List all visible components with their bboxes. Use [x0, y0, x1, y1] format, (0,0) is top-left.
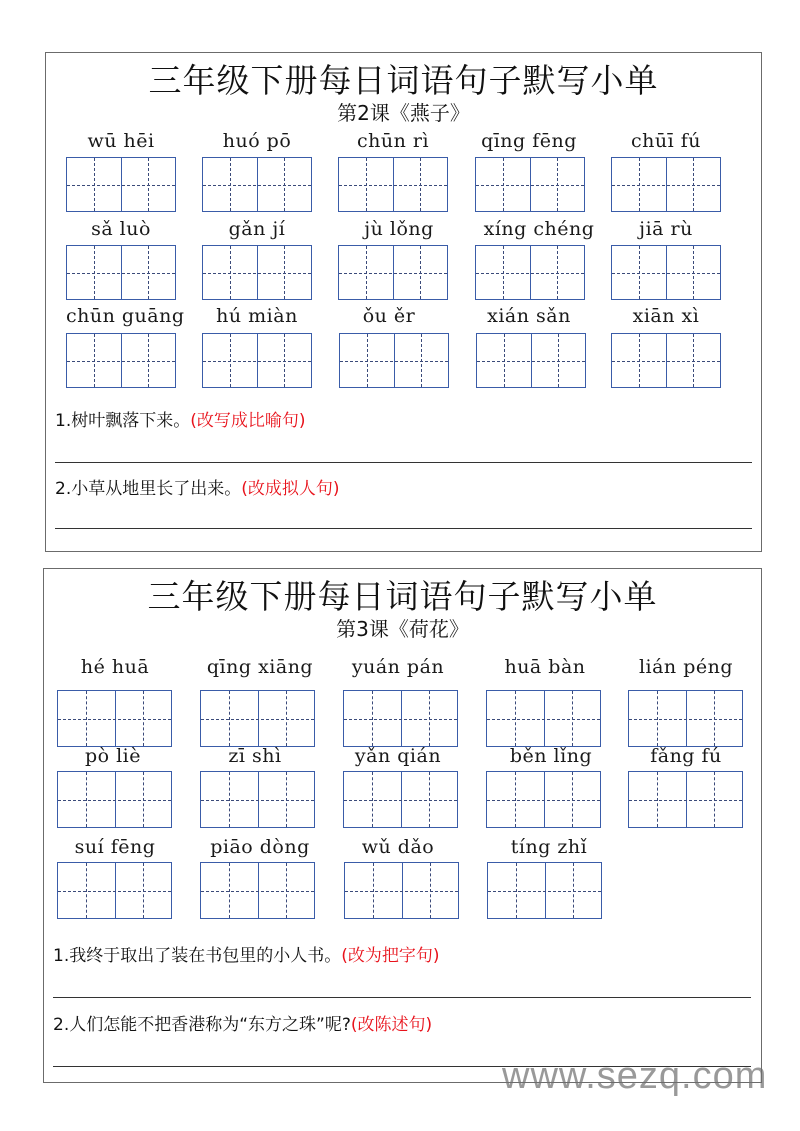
- writing-grid[interactable]: [202, 333, 312, 388]
- pinyin-label: wǔ dǎo: [361, 836, 435, 858]
- answer-line[interactable]: [55, 528, 752, 529]
- pinyin-label: běn lǐng: [509, 745, 593, 767]
- writing-grid[interactable]: [57, 862, 172, 919]
- pinyin-label: pò liè: [84, 745, 142, 767]
- pinyin-label: ǒu ěr: [362, 305, 416, 327]
- sentence-text: 1.我终于取出了装在书包里的小人书。: [53, 946, 342, 966]
- sentence-text: 2.小草从地里长了出来。: [55, 479, 242, 499]
- pinyin-label: fǎng fú: [650, 745, 722, 767]
- pinyin-label: suí fēng: [74, 836, 156, 858]
- pinyin-label: xiān xì: [632, 305, 700, 327]
- sentence-text: 2.人们怎能不把香港称为“东方之珠”呢?: [53, 1015, 351, 1035]
- writing-grid[interactable]: [66, 245, 176, 300]
- writing-grid[interactable]: [628, 771, 743, 828]
- sentence-prompt: [55, 406, 306, 431]
- writing-grid[interactable]: [339, 333, 449, 388]
- sentence-prompt: [53, 1010, 432, 1035]
- sentence-prompt: [55, 474, 340, 499]
- writing-grid[interactable]: [200, 771, 315, 828]
- writing-grid[interactable]: [487, 862, 602, 919]
- pinyin-label: yǎn qián: [354, 745, 442, 767]
- writing-grid[interactable]: [202, 157, 312, 212]
- pinyin-label: piāo dòng: [210, 836, 310, 858]
- writing-grid[interactable]: [344, 862, 459, 919]
- pinyin-label: tíng zhǐ: [510, 836, 588, 858]
- writing-grid[interactable]: [57, 690, 172, 747]
- writing-grid[interactable]: [611, 245, 721, 300]
- lesson-title: 第2课《燕子》: [337, 101, 470, 125]
- pinyin-label: chūī fú: [631, 130, 701, 152]
- watermark: www.sezq.com: [502, 1055, 768, 1097]
- writing-grid[interactable]: [486, 690, 601, 747]
- worksheet-title: 三年级下册每日词语句子默写小单: [148, 61, 659, 100]
- writing-grid[interactable]: [200, 862, 315, 919]
- pinyin-label: yuán pán: [351, 656, 445, 678]
- writing-grid[interactable]: [57, 771, 172, 828]
- writing-grid[interactable]: [475, 157, 585, 212]
- worksheet-title: 三年级下册每日词语句子默写小单: [147, 577, 658, 616]
- writing-grid[interactable]: [202, 245, 312, 300]
- pinyin-label: qīng xiāng: [206, 656, 314, 678]
- writing-grid[interactable]: [66, 157, 176, 212]
- rewrite-instruction: (改写成比喻句): [190, 411, 306, 431]
- pinyin-label: hú miàn: [216, 305, 298, 327]
- writing-grid[interactable]: [628, 690, 743, 747]
- lesson-title: 第3课《荷花》: [336, 617, 469, 641]
- pinyin-label: lián péng: [638, 656, 734, 678]
- answer-line[interactable]: [55, 462, 752, 463]
- answer-line[interactable]: [53, 997, 751, 998]
- pinyin-label: xíng chéng: [483, 218, 595, 240]
- pinyin-label: jiā rù: [639, 218, 693, 240]
- writing-grid[interactable]: [611, 333, 721, 388]
- pinyin-label: qīng fēng: [481, 130, 577, 152]
- pinyin-label: hé huā: [80, 656, 150, 678]
- rewrite-instruction: (改为把字句): [341, 946, 440, 966]
- sentence-prompt: [53, 941, 440, 966]
- pinyin-label: xián sǎn: [487, 305, 571, 327]
- pinyin-label: sǎ luò: [91, 218, 151, 240]
- writing-grid[interactable]: [486, 771, 601, 828]
- rewrite-instruction: (改陈述句): [350, 1015, 433, 1035]
- writing-grid[interactable]: [611, 157, 721, 212]
- writing-grid[interactable]: [343, 690, 458, 747]
- writing-grid[interactable]: [338, 157, 448, 212]
- pinyin-label: huó pō: [222, 130, 292, 152]
- writing-grid[interactable]: [200, 690, 315, 747]
- pinyin-label: chūn rì: [356, 130, 430, 152]
- pinyin-label: wū hēi: [87, 130, 155, 152]
- sentence-text: 1.树叶飘落下来。: [55, 411, 191, 431]
- writing-grid[interactable]: [475, 245, 585, 300]
- writing-grid[interactable]: [343, 771, 458, 828]
- writing-grid[interactable]: [476, 333, 586, 388]
- pinyin-label: jù lǒng: [364, 218, 434, 240]
- writing-grid[interactable]: [338, 245, 448, 300]
- pinyin-label: chūn guāng: [66, 305, 185, 327]
- pinyin-label: gǎn jí: [228, 218, 286, 240]
- pinyin-label: zī shì: [228, 745, 282, 767]
- pinyin-label: huā bàn: [504, 656, 586, 678]
- writing-grid[interactable]: [66, 333, 176, 388]
- rewrite-instruction: (改成拟人句): [241, 479, 340, 499]
